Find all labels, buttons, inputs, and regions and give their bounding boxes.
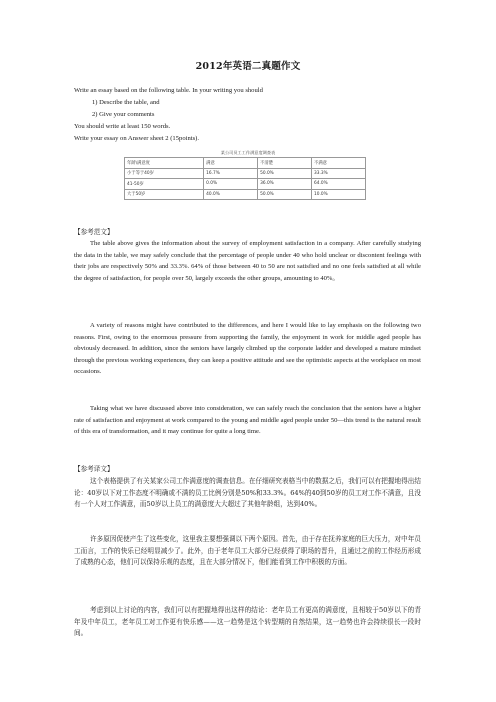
table-cell: 41-50岁	[125, 179, 204, 190]
survey-table	[124, 157, 366, 200]
sample-paragraph: A variety of reasons might have contributed to the differences, and here I would like to lay emphasis on the following two reasons. First, owing to the enormous pressure from supporting the family, the enjoyment in work for middle aged people has obviously decreased. In addition, since the seniors have largely climbed up the corporate ladder and developed a mature mindset through the previous working experiences, they can keep a positive attitude and see the optimistic aspects at the workplace on most occasions.	[74, 322, 421, 376]
table-cell: 50.0%	[258, 168, 312, 179]
table-cell: 40.0%	[204, 189, 258, 200]
table-cell: 33.3%	[312, 168, 366, 179]
table-cell: 36.0%	[258, 179, 312, 190]
table-cell: 16.7%	[204, 168, 258, 179]
table-cell: 大于50岁	[125, 189, 204, 200]
table-cell: 64.0%	[312, 179, 366, 190]
table-caption: 某公司员工工作满意度调查表	[220, 150, 276, 155]
table-row	[125, 168, 366, 179]
sample-paragraph: Taking what we have discussed above into consideration, we can safely reach the conclusion that the seniors have a higher rate of satisfaction and enjoyment at work compared to the young and middle aged people under 50—this trend is the natural result of this era of transformation, and it may continue for quite a long time.	[74, 405, 421, 436]
translation-heading: 【参考译文】	[74, 465, 114, 473]
prompt-instruction: Write an essay based on the following table. In your writing you should	[74, 87, 263, 94]
sample-paragraph: The table above gives the information about the survey of employment satisfaction in a company. After carefully studying the data in the table, we may safely conclude that the percentage of people under 40 who hold unclear or discontent feelings with their jobs are respectively 50% and 33.3%. 64% of those between 40 to 50 are not satisfied and no one feels satisfied at all while the degree of satisfaction, for people over 50, largely exceeds the other groups, amounting to 40%。	[74, 240, 421, 282]
table-cell: 小于等于40岁	[125, 168, 204, 179]
prompt-word-requirement: You should write at least 150 words.	[74, 123, 171, 130]
prompt-item-2: 2) Give your comments	[92, 111, 155, 118]
table-header-cell: 年龄\满意度	[125, 158, 204, 169]
sample-essay-heading: 【参考范文】	[74, 228, 114, 236]
translation-paragraph: 这个表格提供了有关某家公司工作满意度的调查信息。在仔细研究表格当中的数据之后，我们可以有把握地得出结论：40岁以下对工作态度不明确或不满的员工比例分别是50%和33.3%。64%的40到50岁的员工对工作不满意，且没有一个人对工作满意，而50岁以上员工的满意度大大超过了其他年龄组，达到40%。	[74, 477, 421, 509]
table-cell: 50.0%	[258, 189, 312, 200]
prompt-answer-sheet: Write your essay on Answer sheet 2 (15points).	[74, 135, 199, 142]
table-row	[125, 179, 366, 190]
prompt-item-1: 1) Describe the table, and	[92, 99, 160, 106]
table-row	[125, 189, 366, 200]
table-header-row	[125, 158, 366, 169]
translation-paragraph: 考虑到以上讨论的内容，我们可以有把握地得出这样的结论：老年员工有更高的满意度，且相较于50岁以下的青年及中年员工，老年员工对工作更有快乐感——这一趋势是这个转型期的自然结果，这一趋势也许会持续很长一段时间。	[74, 606, 421, 638]
table-cell: 0.0%	[204, 179, 258, 190]
table-cell: 10.0%	[312, 189, 366, 200]
table-header-cell: 不清楚	[258, 158, 312, 169]
table-header-cell: 不满意	[312, 158, 366, 169]
document-title: 2012年英语二真题作文	[195, 61, 301, 72]
survey-table-figure	[124, 150, 372, 204]
translation-paragraph: 许多原因促使产生了这些变化，这里我主要想强调以下两个原因。首先，由于存在抚养家庭的巨大压力，对中年员工而言，工作的快乐已经明显减少了。此外，由于老年员工大部分已经获得了职场的晋升，且通过之前的工作经历形成了成熟的心态，他们可以保持乐观的态度，且在大部分情况下，他们能看到工作中积极的方面。	[74, 535, 421, 567]
table-header-cell: 满意	[204, 158, 258, 169]
